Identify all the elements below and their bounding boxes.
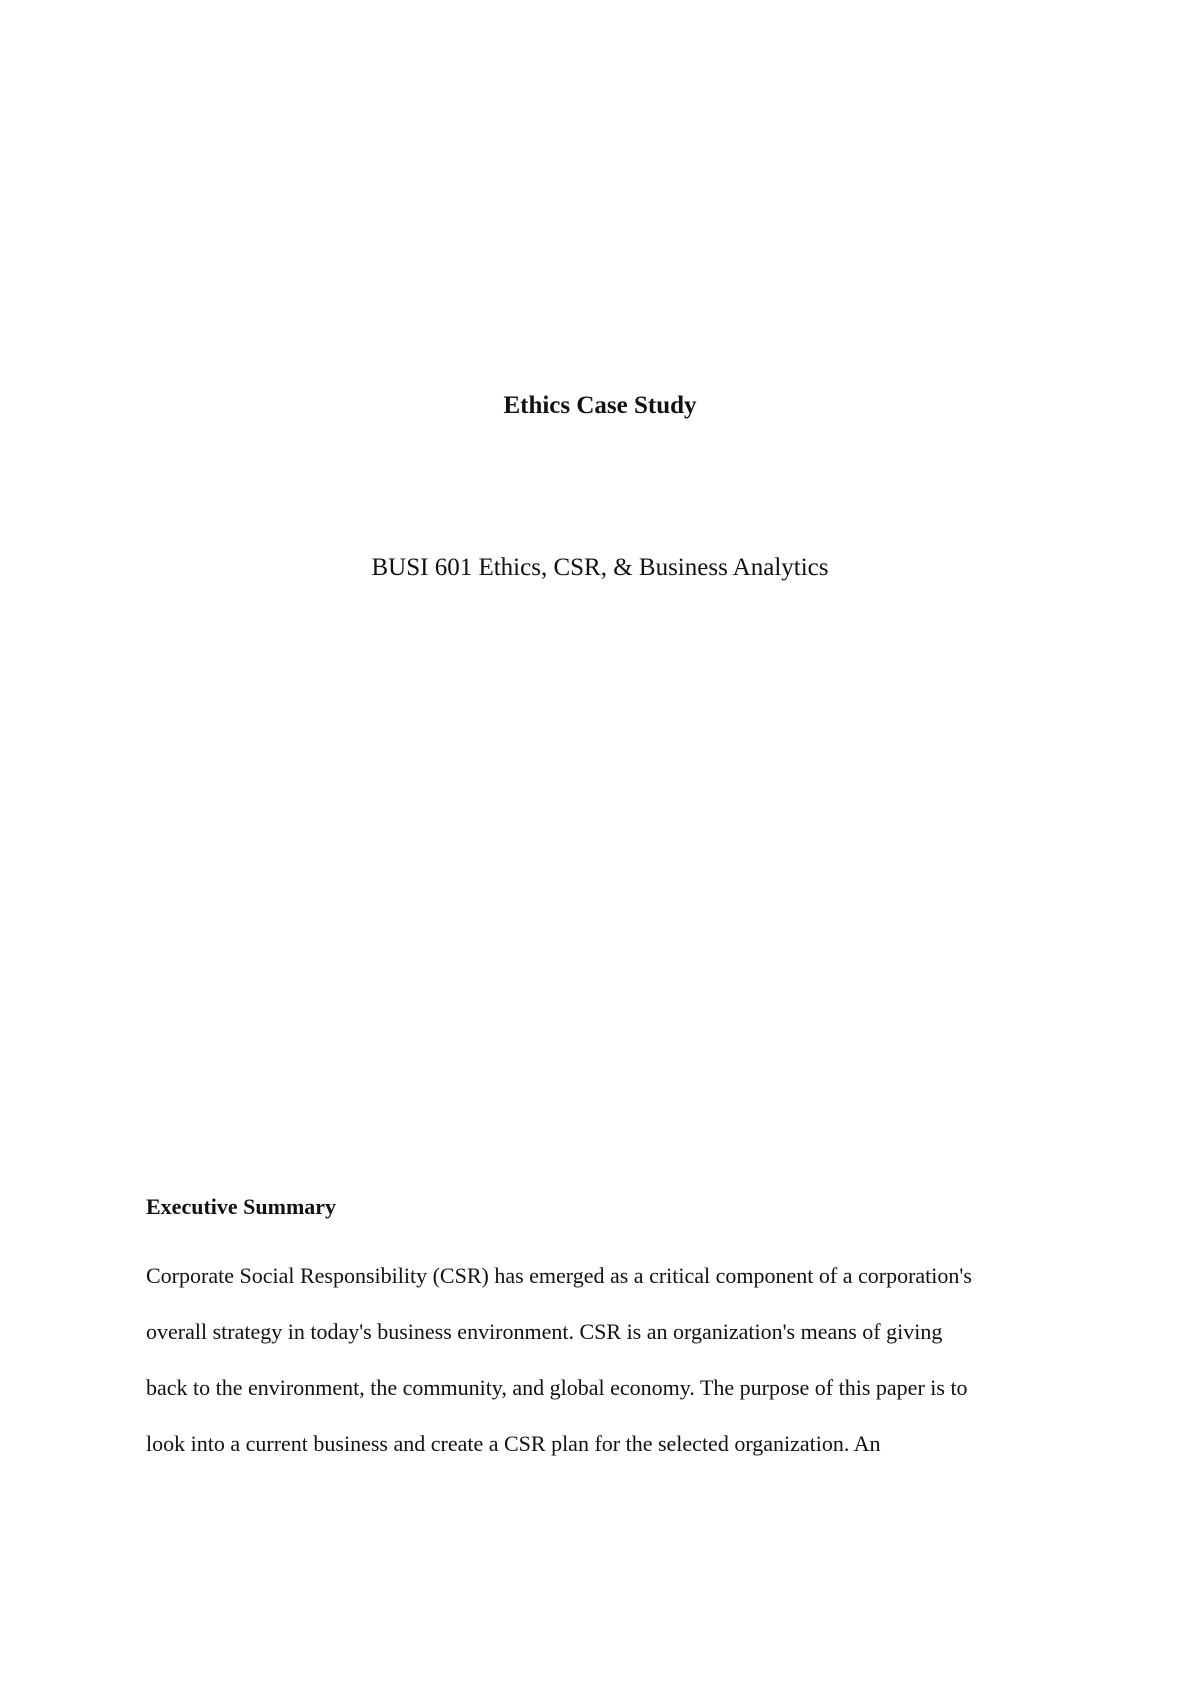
section-heading-executive-summary: Executive Summary [146, 1194, 337, 1219]
paragraph-line: overall strategy in today's business environment. CSR is an organization's means of giving [146, 1319, 943, 1344]
executive-summary-paragraph [146, 1262, 1086, 1486]
paragraph-line: Corporate Social Responsibility (CSR) has emerged as a critical component of a corporation's [146, 1263, 972, 1288]
paragraph-line: look into a current business and create a CSR plan for the selected organization. An [146, 1431, 881, 1456]
course-name: BUSI 601 Ethics, CSR, & Business Analytics [371, 554, 829, 581]
paragraph-line: back to the environment, the community, and global economy. The purpose of this paper is to [146, 1375, 968, 1400]
document-title: Ethics Case Study [503, 392, 697, 419]
